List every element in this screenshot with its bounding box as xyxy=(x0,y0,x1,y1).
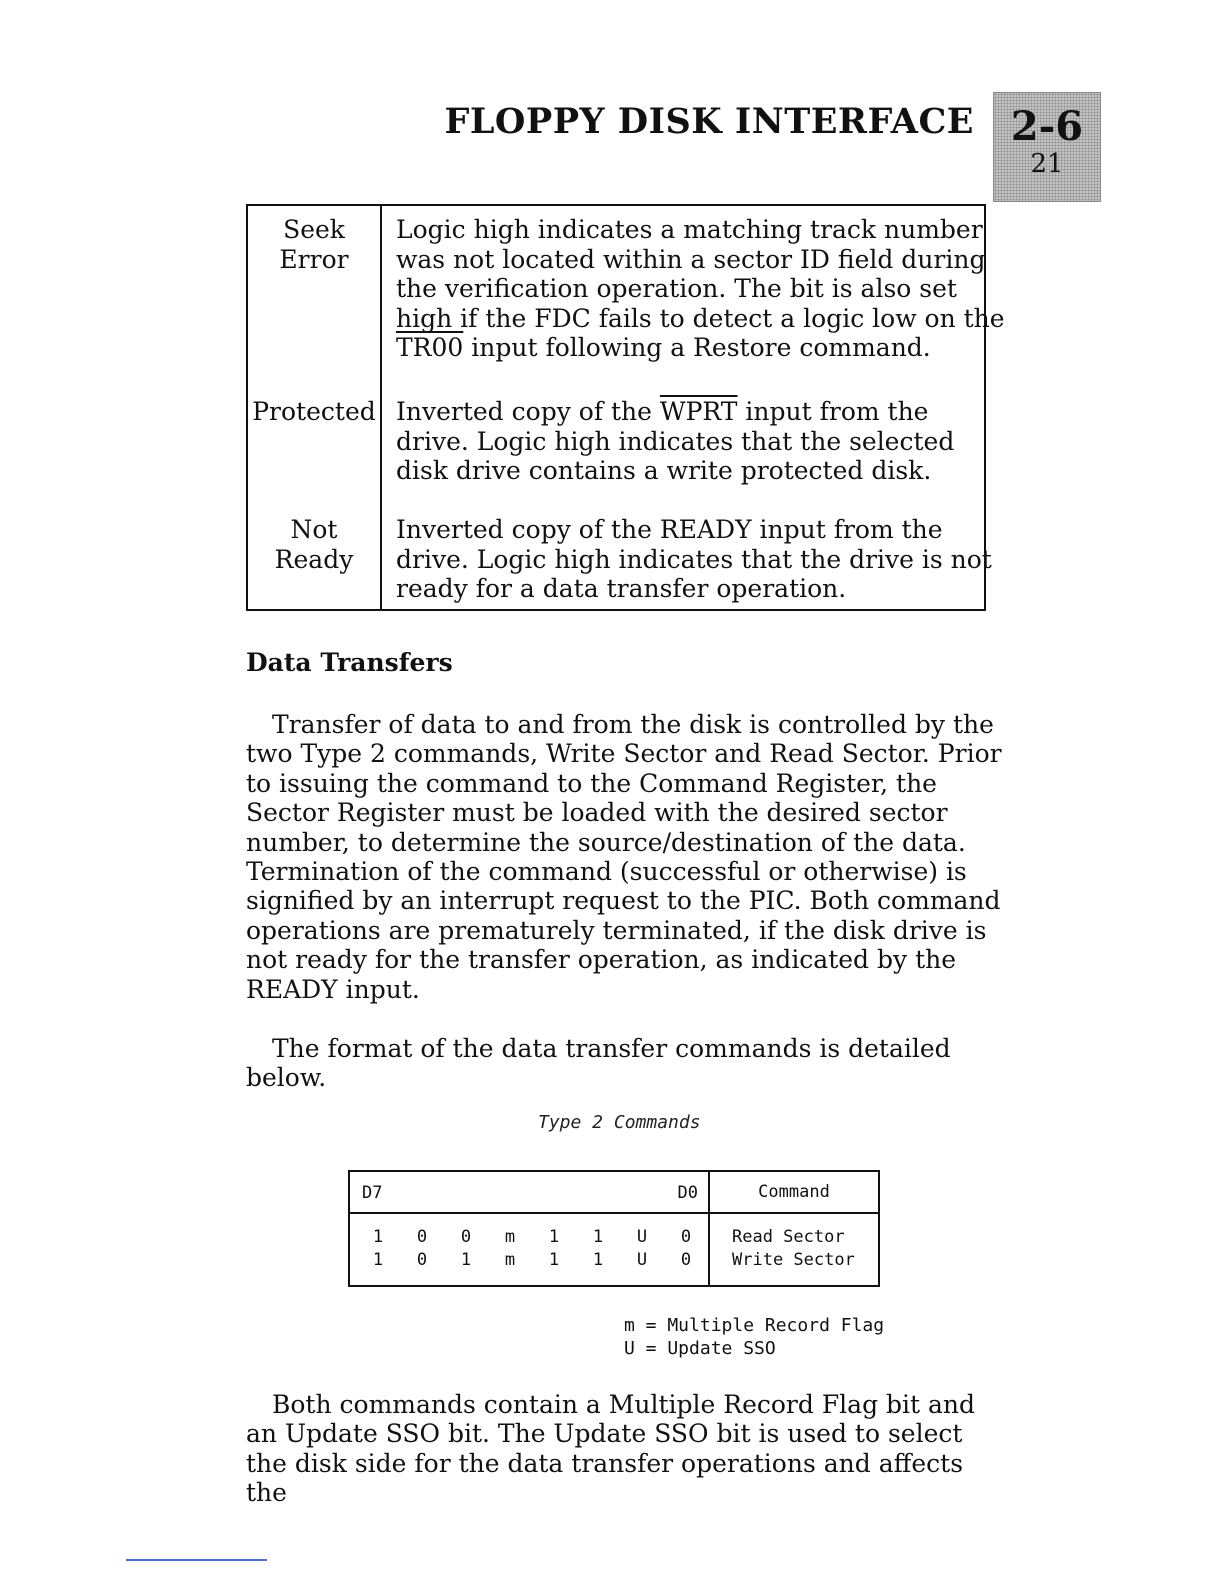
desc-line: disk drive contains a write protected disk. xyxy=(396,456,932,485)
bit-cell: 1 xyxy=(548,1250,560,1270)
section-heading: Data Transfers xyxy=(246,648,453,677)
section-number: 2-6 xyxy=(1010,103,1084,150)
command-header: Command xyxy=(710,1172,878,1214)
status-label-not-ready: Not Ready xyxy=(248,506,382,609)
legend-m: m = Multiple Record Flag xyxy=(624,1315,885,1336)
bit-cell: 1 xyxy=(592,1227,604,1247)
bit-cell: 1 xyxy=(592,1250,604,1270)
body-paragraph: The format of the data transfer commands is detailed below. xyxy=(246,1034,951,1093)
desc-line: Inverted copy of the READY input from the xyxy=(396,515,943,544)
desc-line-rest: input following a Restore command. xyxy=(463,333,931,362)
desc-line: was not located within a sector ID field during xyxy=(396,244,986,274)
bit-legend xyxy=(624,1314,884,1360)
lsb-label: D0 xyxy=(677,1183,698,1203)
bit-cell: 0 xyxy=(680,1250,692,1270)
desc-line xyxy=(396,397,1005,427)
status-desc-protected xyxy=(382,388,1005,506)
desc-line: the verification operation. The bit is also set xyxy=(396,274,957,303)
command-write-sector: Write Sector xyxy=(732,1250,855,1270)
bit-row-read-sector xyxy=(350,1226,708,1249)
type2-command-table xyxy=(348,1170,880,1287)
bit-cell: 1 xyxy=(460,1250,472,1270)
figure-caption: Type 2 Commands xyxy=(538,1112,701,1133)
command-names xyxy=(710,1214,878,1285)
bit-cell: 1 xyxy=(372,1227,384,1247)
desc-line: drive. Logic high indicates that the drive is not xyxy=(396,544,992,574)
status-label-seek-error: Seek Error xyxy=(248,206,382,388)
status-label-protected: Protected xyxy=(248,388,382,506)
bit-cell: 0 xyxy=(416,1227,428,1247)
msb-label: D7 xyxy=(362,1183,383,1203)
page-number: 21 xyxy=(1030,149,1064,179)
desc-line: ready for a data transfer operation. xyxy=(396,574,847,603)
bits-body xyxy=(350,1214,710,1285)
desc-line-rest: input from the xyxy=(737,397,929,426)
status-bit-table xyxy=(246,204,1005,611)
desc-line-pre: Inverted copy of the xyxy=(396,397,660,426)
desc-line: high if the FDC fails to detect a logic low on the xyxy=(396,303,1005,333)
page-number-badge xyxy=(993,92,1101,202)
command-read-sector: Read Sector xyxy=(732,1227,845,1247)
bit-cell: U xyxy=(636,1250,648,1270)
bit-cell: 1 xyxy=(372,1250,384,1270)
page-title: FLOPPY DISK INTERFACE xyxy=(444,101,974,142)
desc-line xyxy=(396,333,1005,363)
bit-cell: 0 xyxy=(416,1250,428,1270)
status-desc-seek-error xyxy=(382,206,1005,388)
bit-cell: 1 xyxy=(548,1227,560,1247)
bit-cell: 0 xyxy=(680,1227,692,1247)
bit-cell: 0 xyxy=(460,1227,472,1247)
footer-rule xyxy=(126,1559,267,1561)
bit-row-write-sector xyxy=(350,1249,708,1272)
body-paragraph: Transfer of data to and from the disk is controlled by the two Type 2 commands, Write Sector and Read Sector. Prior to issuing the command to the Command Register, the Sector Register must be loaded with the desired sector number, to determine the source/destination of the data. Termination of the command (successful or otherwise) is signified by an interrupt request to the PIC. Both command operations are prematurely terminated, if the disk drive is not ready for the transfer operation, as indicated by the READY input. xyxy=(246,710,1002,1004)
body-paragraph: Both commands contain a Multiple Record Flag bit and an Update SSO bit. The Update SSO bit is used to select the disk side for the data transfer operations and affects the xyxy=(246,1390,976,1508)
bit-cell: U xyxy=(636,1227,648,1247)
status-desc-not-ready xyxy=(382,506,1005,609)
wprt-signal: WPRT xyxy=(659,397,738,426)
desc-line: Logic high indicates a matching track number xyxy=(396,215,983,244)
tr00-signal: TR00 xyxy=(396,333,464,362)
desc-line: drive. Logic high indicates that the selected xyxy=(396,426,955,456)
legend-u: U = Update SSO xyxy=(624,1338,776,1359)
bit-cell: m xyxy=(504,1250,516,1270)
bits-header xyxy=(350,1172,710,1214)
bit-cell: m xyxy=(504,1227,516,1247)
